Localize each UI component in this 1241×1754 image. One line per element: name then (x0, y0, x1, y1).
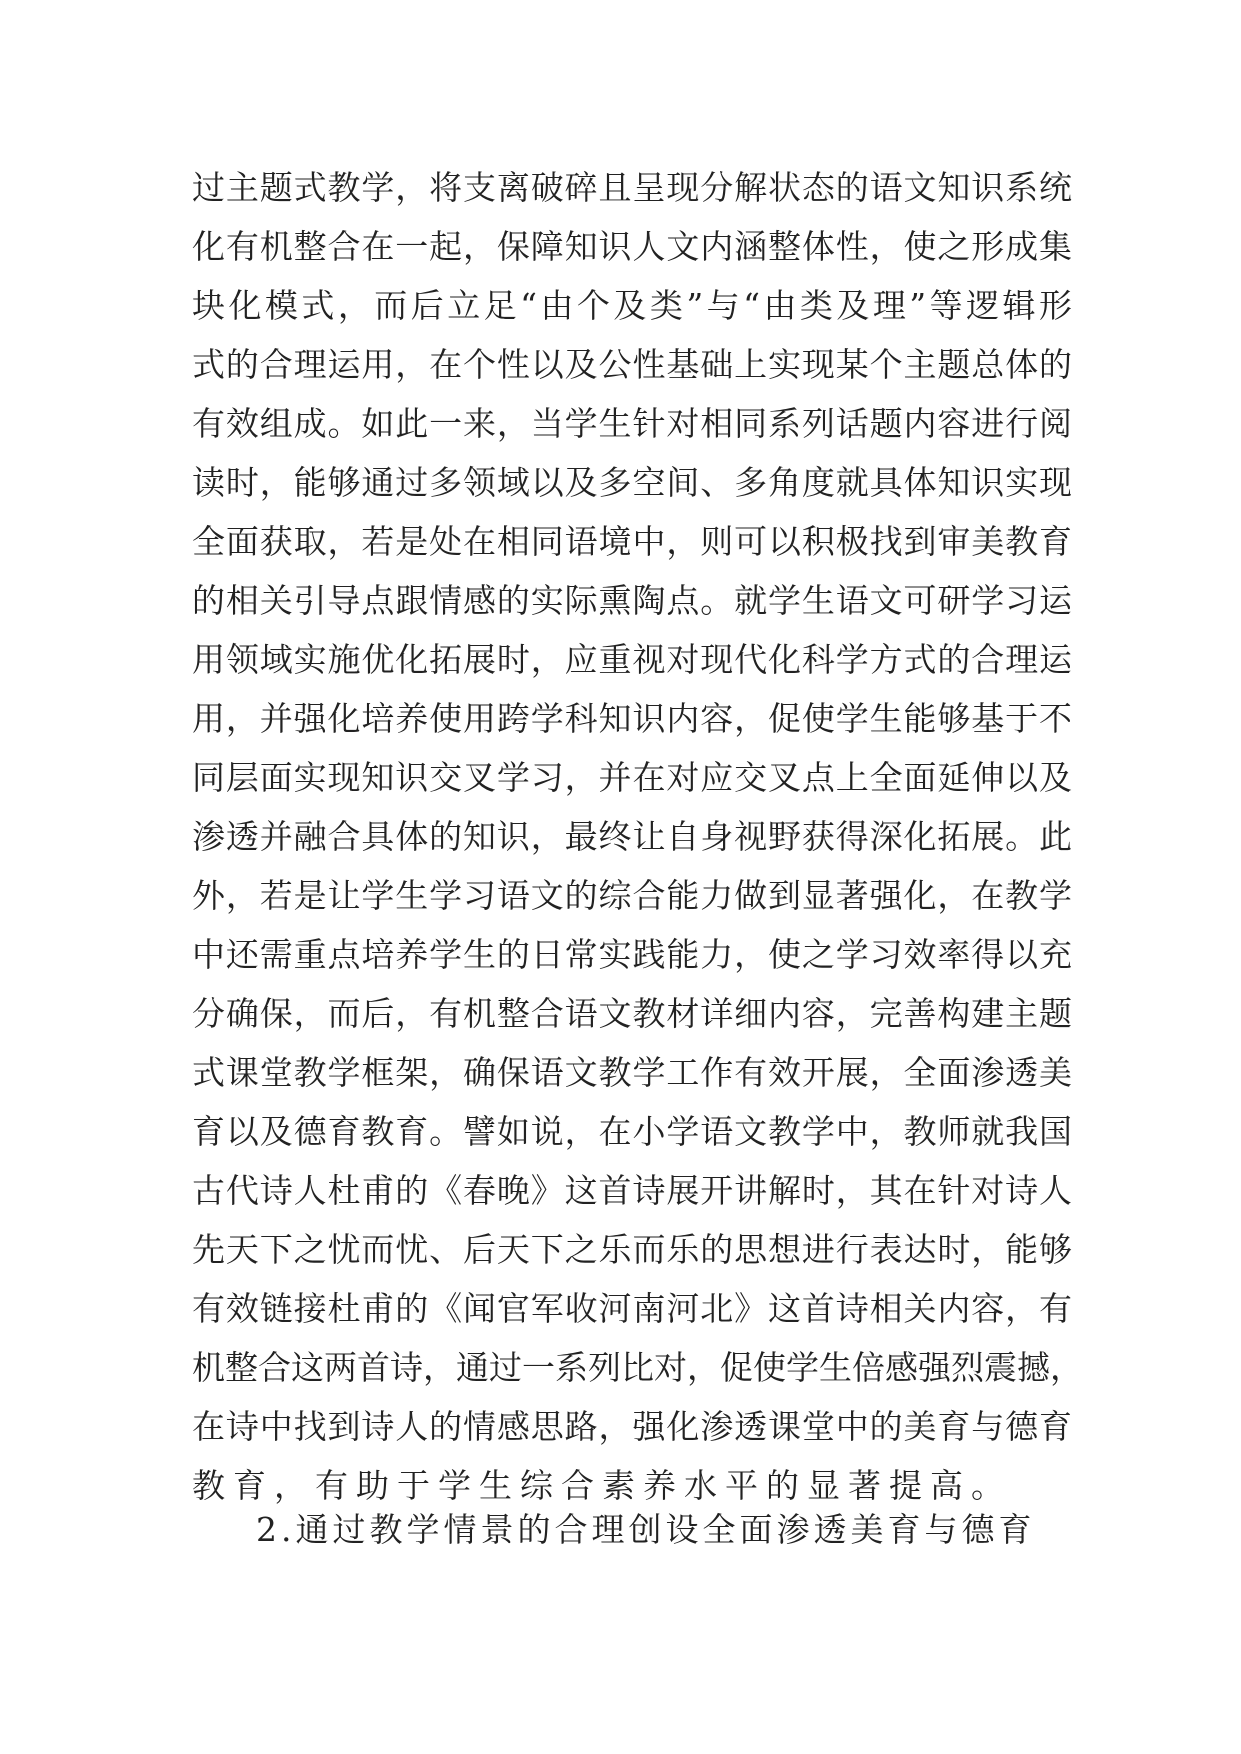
paragraph-line: 过主题式教学，将支离破碎且呈现分解状态的语文知识系统 (192, 168, 1072, 207)
paragraph-line: 渗透并融合具体的知识，最终让自身视野获得深化拓展。此 (192, 817, 1072, 856)
paragraph-line: 有效组成。如此一来，当学生针对相同系列话题内容进行阅 (192, 404, 1072, 443)
paragraph-line: 机整合这两首诗，通过一系列比对，促使学生倍感强烈震撼， (192, 1348, 1083, 1387)
paragraph-line: 的相关引导点跟情感的实际熏陶点。就学生语文可研学习运 (192, 581, 1072, 620)
paragraph-line: 读时，能够通过多领域以及多空间、多角度就具体知识实现 (192, 463, 1072, 502)
paragraph-line: 育以及德育教育。譬如说，在小学语文教学中，教师就我国 (192, 1112, 1072, 1151)
paragraph-line: 古代诗人杜甫的《春晚》这首诗展开讲解时，其在针对诗人 (192, 1171, 1072, 1210)
paragraph-line: 教育，有助于学生综合素养水平的显著提高。 (192, 1466, 1012, 1505)
section-heading: 2.通过教学情景的合理创设全面渗透美育与德育 (256, 1510, 1036, 1549)
paragraph-line: 块化模式，而后立足“由个及类”与“由类及理”等逻辑形 (192, 286, 1072, 325)
paragraph-line: 分确保，而后，有机整合语文教材详细内容，完善构建主题 (192, 994, 1072, 1033)
paragraph-line: 式的合理运用，在个性以及公性基础上实现某个主题总体的 (192, 345, 1072, 384)
paragraph-line: 中还需重点培养学生的日常实践能力，使之学习效率得以充 (192, 935, 1072, 974)
paragraph-line: 化有机整合在一起，保障知识人文内涵整体性，使之形成集 (192, 227, 1072, 266)
paragraph-line: 有效链接杜甫的《闻官军收河南河北》这首诗相关内容，有 (192, 1289, 1072, 1328)
paragraph-line: 用领域实施优化拓展时，应重视对现代化科学方式的合理运 (192, 640, 1072, 679)
paragraph-line: 用，并强化培养使用跨学科知识内容，促使学生能够基于不 (192, 699, 1072, 738)
paragraph-line: 同层面实现知识交叉学习，并在对应交叉点上全面延伸以及 (192, 758, 1072, 797)
body-paragraph (192, 158, 1083, 1515)
paragraph-line: 全面获取，若是处在相同语境中，则可以积极找到审美教育 (192, 522, 1072, 561)
paragraph-line: 外，若是让学生学习语文的综合能力做到显著强化，在教学 (192, 876, 1072, 915)
paragraph-line: 在诗中找到诗人的情感思路，强化渗透课堂中的美育与德育 (192, 1407, 1072, 1446)
paragraph-line: 先天下之忧而忧、后天下之乐而乐的思想进行表达时，能够 (192, 1230, 1072, 1269)
paragraph-line: 式课堂教学框架，确保语文教学工作有效开展，全面渗透美 (192, 1053, 1072, 1092)
